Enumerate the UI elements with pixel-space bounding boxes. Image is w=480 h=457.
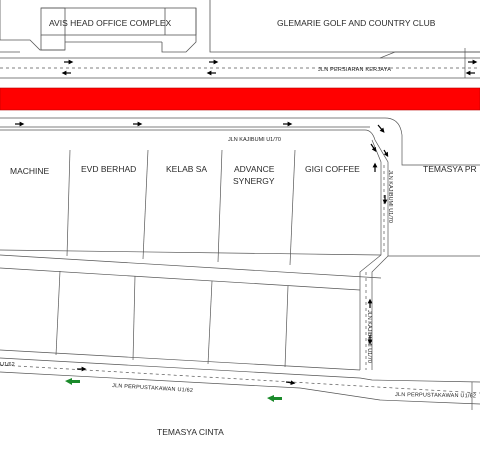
highway-band (0, 88, 480, 110)
kajibumi-arrows (15, 124, 387, 342)
u162-stub-label: U1/62 (0, 362, 15, 368)
lot-machine: MACHINE (10, 166, 50, 176)
kajibumi-road (0, 118, 480, 370)
lot-evd: EVD BERHAD (81, 164, 137, 174)
lower-lots (0, 271, 360, 370)
persiaran-kerjaya-label: JLN PERSIARAN KERJAYA (318, 67, 392, 73)
lot-kelab: KELAB SA (166, 164, 208, 174)
avis-label: AVIS HEAD OFFICE COMPLEX (49, 18, 172, 28)
kajibumi-vertical-mid-label: JLN KAJIBUMI U1/70 (366, 310, 372, 363)
green-arrow-west (65, 378, 80, 385)
lot-advance-line1: ADVANCE (234, 164, 275, 174)
temasya-cinta-label: TEMASYA CINTA (157, 427, 224, 437)
lot-gigi: GIGI COFFEE (305, 164, 360, 174)
kajibumi-top-label: JLN KAJIBUMI U1/70 (228, 137, 281, 143)
green-arrow-west (267, 395, 282, 402)
middle-road (0, 255, 381, 290)
service-road-arrows (64, 62, 475, 73)
temasya-pr-label: TEMASYA PR (423, 164, 477, 174)
perpustakawan-right-label: JLN PERPUSTAKAWAN U1/62 (394, 392, 477, 400)
lot-advance-line2: SYNERGY (233, 176, 275, 186)
kajibumi-vertical-right-label: JLN KAJIBUMI U1/70 (387, 170, 393, 223)
glemarie-label: GLEMARIE GOLF AND COUNTRY CLUB (277, 18, 436, 28)
perpustakawan-left-label: JLN PERPUSTAKAWAN U1/62 (111, 383, 194, 394)
persiaran-kerjaya-road (0, 48, 480, 78)
